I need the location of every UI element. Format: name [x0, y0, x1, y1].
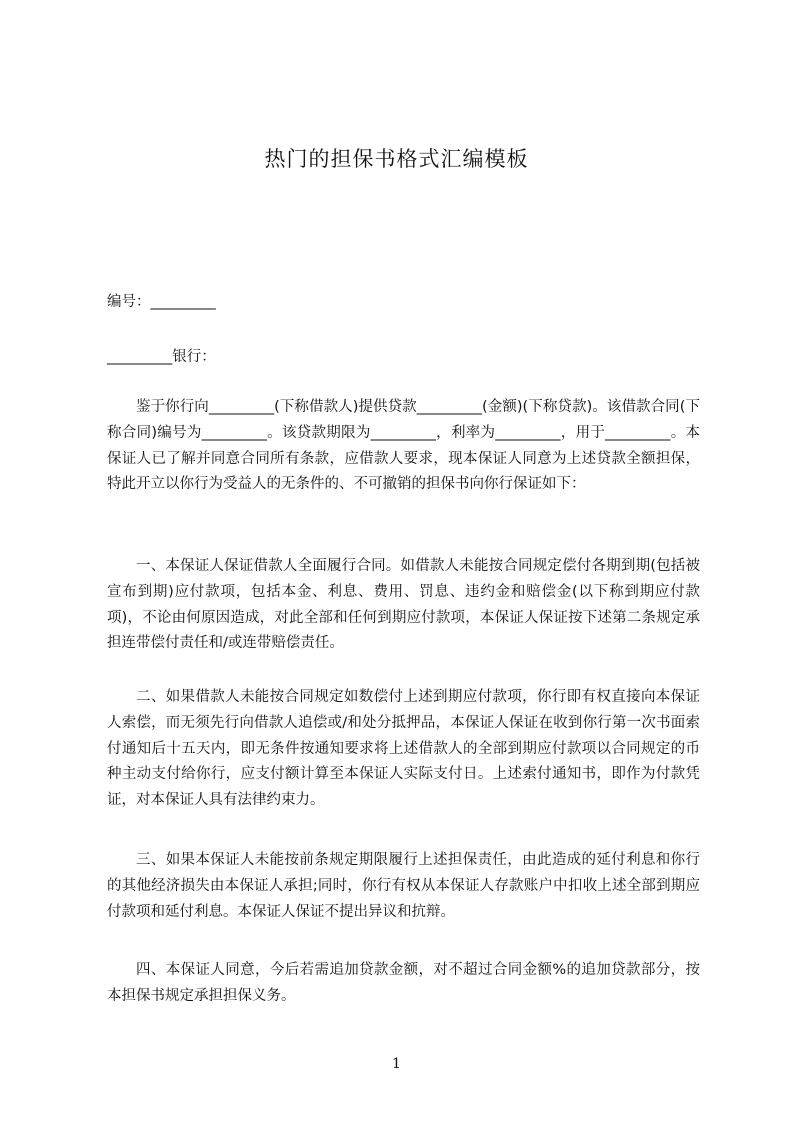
bank-line: _________银行：: [107, 349, 216, 365]
clause-three-paragraph: 三、如果本保证人未能按前条规定期限履行上述担保责任，由此造成的延付利息和你行的其他经济损失由本保证人承担;同时，你行有权从本保证人存款账户中扣收上述全部到期应付款项和延付利息。本保证人保证不提出异议和抗辩。: [107, 852, 700, 920]
number-line: 编号：_________: [107, 294, 216, 310]
intro-paragraph: 鉴于你行向_________(下称借款人)提供贷款_________(金额)(下称贷款)。该借款合同(下称合同)编号为_________。该贷款期限为_________，利率为_________，用于_________。本保证人已了解并同意合同所有条款，应借款人要求，现本保证人同意为上述贷款全额担保，特此开立以你行为受益人的无条件的、不可撤销的担保书向你行保证如下：: [107, 399, 700, 493]
clause-one-paragraph: 一、本保证人保证借款人全面履行合同。如借款人未能按合同规定偿付各期到期(包括被宣布到期)应付款项，包括本金、利息、费用、罚息、违约金和赔偿金(以下称到期应付款项)，不论由何原因造成，对此全部和任何到期应付款项，本保证人保证按下述第二条规定承担连带偿付责任和/或连带赔偿责任。: [107, 558, 700, 652]
clause-two-paragraph: 二、如果借款人未能按合同规定如数偿付上述到期应付款项，你行即有权直接向本保证人索偿，而无须先行向借款人追偿或/和处分抵押品，本保证人保证在收到你行第一次书面索付通知后十五天内，即无条件按通知要求将上述借款人的全部到期应付款项以合同规定的币种主动支付给你行，应支付额计算至本保证人实际支付日。上述索付通知书，即作为付款凭证，对本保证人具有法律约束力。: [107, 689, 700, 809]
document-title: 热门的担保书格式汇编模板: [264, 147, 529, 171]
page-number: 1: [392, 1056, 401, 1072]
clause-four-paragraph: 四、本保证人同意，今后若需追加贷款金额，对不超过合同金额%的追加贷款部分，按本担保书规定承担担保义务。: [107, 962, 700, 1004]
